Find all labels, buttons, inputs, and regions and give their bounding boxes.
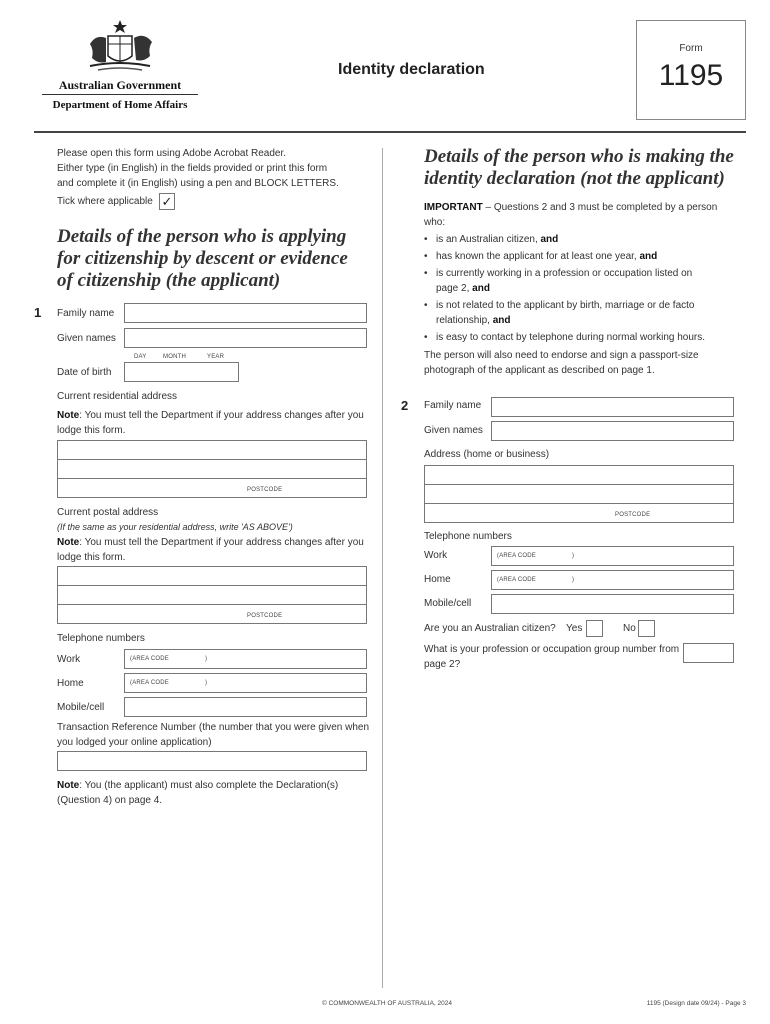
heading-line: of citizenship (the applicant)	[57, 270, 281, 291]
important-line: – Questions 2 and 3 must be completed by a person	[482, 202, 718, 213]
telephone-label: Telephone numbers	[424, 531, 512, 542]
trn-input[interactable]	[57, 751, 367, 771]
trn-line: Transaction Reference Number (the number that you were given when	[57, 722, 370, 733]
applicant-family-name-input[interactable]	[124, 303, 367, 323]
page-title: Identity declaration	[338, 61, 485, 78]
photo-line: photograph of the applicant as described on page 1.	[424, 365, 655, 376]
trn-label	[57, 720, 377, 750]
postal-address-input-2[interactable]	[57, 585, 367, 605]
list-item: • is easy to contact by telephone during normal working hours.	[424, 330, 744, 345]
address-label: Address (home or business)	[424, 449, 550, 460]
form-label: Form	[679, 43, 703, 54]
declarer-address-input-1[interactable]	[424, 465, 734, 485]
important-bold: IMPORTANT	[424, 202, 483, 213]
declarer-home-phone-input[interactable]	[491, 570, 734, 590]
profession-line: What is your profession or occupation group number from	[424, 644, 680, 655]
column-divider	[382, 148, 383, 988]
area-code-close: )	[572, 553, 575, 559]
important-text	[424, 200, 744, 230]
important-line: who:	[424, 217, 446, 228]
question-number-2: 2	[401, 398, 409, 413]
list-item: • has known the applicant for at least one year, and	[424, 249, 744, 264]
check-icon: ✓	[161, 194, 173, 209]
footer-page-info: 1195 (Design date 09/24) - Page 3	[646, 1000, 746, 1007]
mobile-label: Mobile/cell	[57, 702, 105, 713]
intro-line: and complete it (in English) using a pen and BLOCK LETTERS.	[57, 178, 339, 189]
postcode-label: POSTCODE	[247, 487, 283, 493]
area-code-close: )	[205, 656, 208, 662]
yes-label: Yes	[566, 623, 583, 634]
postcode-label: POSTCODE	[615, 512, 651, 518]
citizen-question: Are you an Australian citizen?	[424, 623, 556, 634]
postal-address-label: Current postal address	[57, 507, 159, 518]
list-item: • is currently working in a profession or occupation listed on page 2, and	[424, 266, 744, 296]
gov-divider	[42, 94, 198, 95]
citizen-no-checkbox[interactable]	[638, 620, 655, 637]
home-label: Home	[424, 574, 451, 585]
applicant-given-names-input[interactable]	[124, 328, 367, 348]
form-number: 1195	[658, 59, 724, 92]
area-code-hint: (AREA CODE	[130, 680, 170, 686]
coat-of-arms-icon	[80, 18, 160, 76]
intro-text	[57, 146, 377, 191]
profession-number-input[interactable]	[683, 643, 734, 663]
res-address-note	[57, 408, 377, 438]
heading-line: identity declaration (not the applicant)	[424, 168, 725, 189]
no-label: No	[623, 623, 636, 634]
citizen-yes-checkbox[interactable]	[586, 620, 603, 637]
family-name-label: Family name	[424, 400, 482, 411]
area-code-close: )	[572, 577, 575, 583]
declarer-mobile-input[interactable]	[491, 594, 734, 614]
telephone-label: Telephone numbers	[57, 633, 145, 644]
question-number-1: 1	[34, 305, 42, 320]
family-name-label: Family name	[57, 308, 115, 319]
applicant-dob-input[interactable]	[124, 362, 239, 382]
mobile-label: Mobile/cell	[424, 598, 472, 609]
area-code-close: )	[205, 680, 208, 686]
res-address-input-2[interactable]	[57, 459, 367, 479]
note-bold: Note	[57, 537, 80, 548]
declarer-section-heading	[424, 146, 754, 190]
applicant-final-note	[57, 778, 377, 808]
res-address-label: Current residential address	[57, 391, 178, 402]
declarer-address-input-3[interactable]	[424, 503, 734, 523]
work-label: Work	[424, 550, 448, 561]
gov-name: Australian Government	[58, 78, 182, 92]
home-label: Home	[57, 678, 84, 689]
area-code-hint: (AREA CODE	[497, 577, 537, 583]
note-text: lodge this form.	[57, 425, 126, 436]
res-address-input-3[interactable]	[57, 478, 367, 498]
applicant-work-phone-input[interactable]	[124, 649, 367, 669]
trn-line: you lodged your online application)	[57, 737, 212, 748]
applicant-mobile-input[interactable]	[124, 697, 367, 717]
dob-label: Date of birth	[57, 367, 112, 378]
res-address-input-1[interactable]	[57, 440, 367, 460]
intro-line: Please open this form using Adobe Acrobat Reader.	[57, 148, 287, 159]
postal-hint: (If the same as your residential address, write 'AS ABOVE')	[57, 522, 293, 532]
intro-line: Either type (in English) in the fields provided or print this form	[57, 163, 328, 174]
note-text: (Question 4) on page 4.	[57, 795, 163, 806]
day-label: DAY	[134, 354, 147, 360]
note-text: : You must tell the Department if your address changes after you	[79, 537, 364, 548]
declarer-family-name-input[interactable]	[491, 397, 734, 417]
note-bold: Note	[57, 780, 80, 791]
declarer-work-phone-input[interactable]	[491, 546, 734, 566]
list-item: • is an Australian citizen, and	[424, 232, 744, 247]
declarer-given-names-input[interactable]	[491, 421, 734, 441]
year-label: YEAR	[207, 354, 225, 360]
form-number-box	[636, 20, 746, 120]
header-rule	[34, 131, 746, 133]
tick-label: Tick where applicable	[57, 196, 153, 207]
requirements-list	[424, 232, 744, 347]
work-label: Work	[57, 654, 81, 665]
applicant-home-phone-input[interactable]	[124, 673, 367, 693]
postal-address-input-3[interactable]	[57, 604, 367, 624]
postcode-label: POSTCODE	[247, 613, 283, 619]
tick-example-box	[159, 193, 175, 210]
postal-address-note	[57, 535, 377, 565]
given-names-label: Given names	[424, 425, 483, 436]
profession-question	[424, 642, 684, 672]
note-text: : You (the applicant) must also complete the Declaration(s)	[79, 780, 339, 791]
heading-line: for citizenship by descent or evidence	[57, 248, 348, 269]
note-text: : You must tell the Department if your address changes after you	[79, 410, 364, 421]
area-code-hint: (AREA CODE	[497, 553, 537, 559]
postal-address-input-1[interactable]	[57, 566, 367, 586]
photo-note	[424, 348, 744, 378]
photo-line: The person will also need to endorse and sign a passport-size	[424, 350, 699, 361]
dept-name: Department of Home Affairs	[52, 99, 188, 111]
area-code-hint: (AREA CODE	[130, 656, 170, 662]
heading-line: Details of the person who is applying	[57, 226, 347, 247]
note-text: lodge this form.	[57, 552, 126, 563]
list-item: • is not related to the applicant by birth, marriage or de facto relationship, and	[424, 298, 744, 328]
applicant-section-heading	[57, 226, 377, 292]
given-names-label: Given names	[57, 333, 116, 344]
note-bold: Note	[57, 410, 80, 421]
declarer-address-input-2[interactable]	[424, 484, 734, 504]
profession-line: page 2?	[424, 659, 461, 670]
footer-copyright: © COMMONWEALTH OF AUSTRALIA, 2024	[322, 1000, 452, 1007]
month-label: MONTH	[163, 354, 186, 360]
heading-line: Details of the person who is making the	[424, 146, 734, 167]
